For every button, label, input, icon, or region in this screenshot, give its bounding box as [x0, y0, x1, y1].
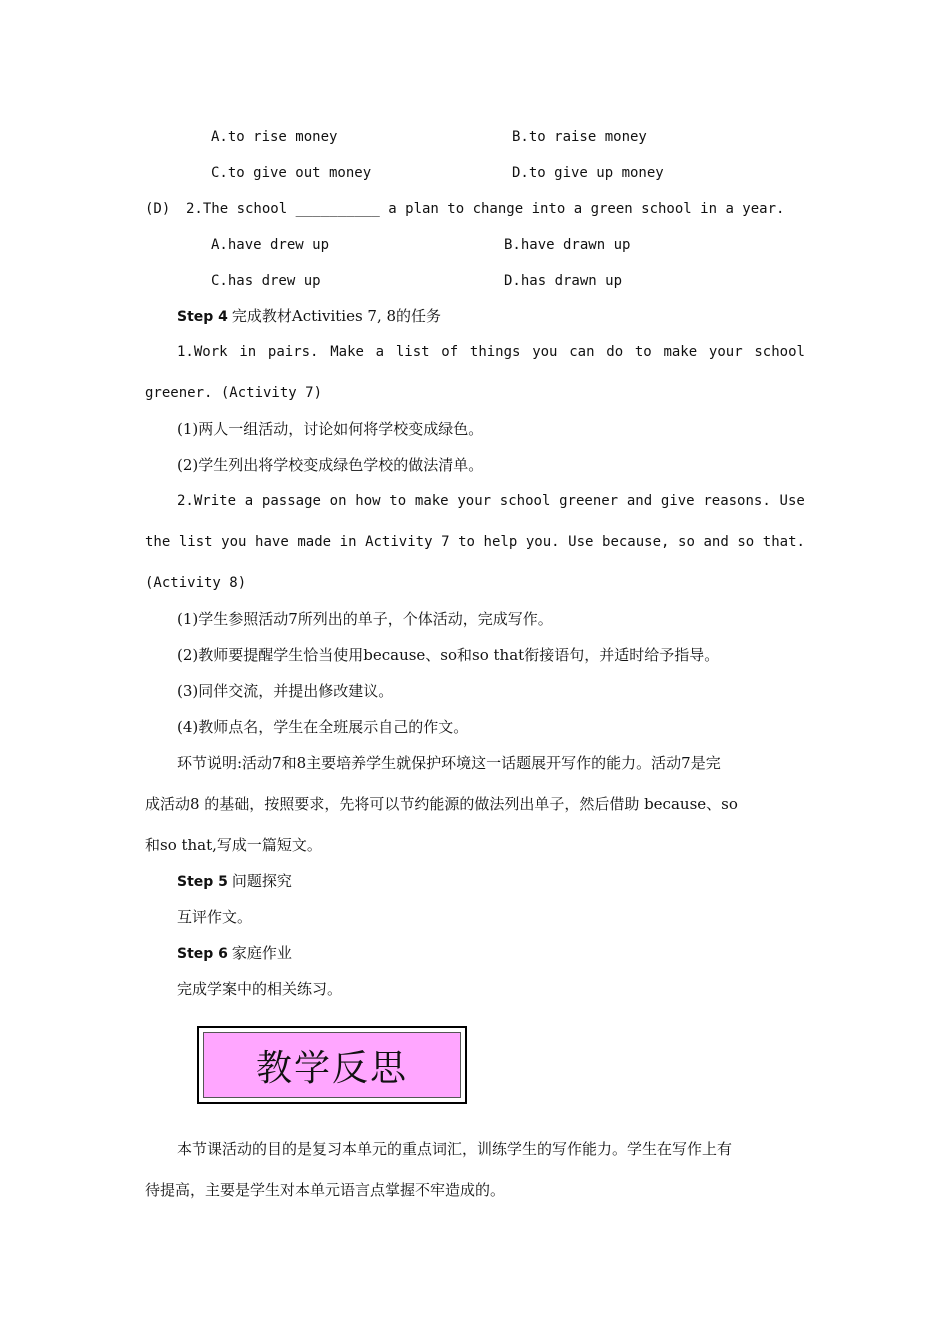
word: and: [626, 493, 653, 509]
task-2-line-3: (Activity 8): [145, 575, 247, 591]
option-b: B.have drawn up: [504, 237, 631, 253]
step-heading: [177, 943, 292, 964]
word: list: [395, 344, 430, 360]
word: have: [255, 534, 289, 550]
word: reasons.: [703, 493, 771, 509]
task-2-sub-2: (2)教师要提醒学生恰当使用because、so和so that衔接语句，并适时给予指导。: [177, 646, 720, 664]
reflection-line-2: 待提高，主要是学生对本单元语言点掌握不牢造成的。: [145, 1181, 506, 1199]
word: do: [606, 344, 624, 360]
step-body: 完成学案中的相关练习。: [177, 980, 343, 998]
word: things: [469, 344, 521, 360]
word: pairs.: [267, 344, 319, 360]
word: school: [754, 344, 805, 360]
word: list: [178, 534, 213, 550]
word: Make: [330, 344, 364, 360]
option-a: A.to rise money: [211, 129, 338, 145]
word: to: [634, 344, 652, 360]
task-1-line-1: [177, 342, 805, 362]
option-a: A.have drew up: [211, 237, 330, 253]
option-d: D.has drawn up: [504, 273, 623, 289]
step-label: Step 4: [177, 309, 228, 325]
word: to: [458, 534, 475, 550]
task-2-sub-4: (4)教师点名，学生在全班展示自己的作文。: [177, 718, 469, 736]
task-2-sub-3: (3)同伴交流，并提出修改建议。: [177, 682, 394, 700]
step-label: Step 6: [177, 946, 228, 962]
step-body: 互评作文。: [177, 908, 253, 926]
word: on: [329, 493, 347, 509]
step-title: 完成教材Activities 7, 8的任务: [231, 307, 442, 325]
word: your: [708, 344, 743, 360]
word: the: [145, 534, 171, 550]
answer-mark: (D): [145, 201, 171, 217]
word: make: [663, 344, 698, 360]
word: can: [569, 344, 595, 360]
option-b: B.to raise money: [512, 129, 647, 145]
word: so: [737, 534, 755, 550]
option-c: C.has drew up: [211, 273, 321, 289]
word: a: [375, 344, 385, 360]
word: a: [244, 493, 254, 509]
word: 1.Work: [177, 344, 228, 360]
word: you.: [525, 534, 560, 550]
note-line-1: 环节说明:活动7和8主要培养学生就保护环境这一话题展开写作的能力。活动7是完: [177, 754, 721, 772]
word: because,: [602, 534, 670, 550]
word: give: [660, 493, 695, 509]
word: that.: [762, 534, 805, 550]
word: so: [678, 534, 695, 550]
word: you: [221, 534, 247, 550]
task-1-sub-1: (1)两人一组活动，讨论如何将学校变成绿色。: [177, 420, 484, 438]
word: and: [703, 534, 729, 550]
step-heading: [177, 871, 292, 892]
reflection-line-1: 本节课活动的目的是复习本单元的重点词汇，训练学生的写作能力。学生在写作上有: [177, 1140, 733, 1158]
word: 7: [441, 534, 450, 550]
reflection-heading-box: [197, 1026, 467, 1104]
task-1-sub-2: (2)学生列出将学校变成绿色学校的做法清单。: [177, 456, 484, 474]
reflection-heading-panel: [203, 1032, 461, 1098]
step-title: 家庭作业: [231, 944, 292, 962]
word: Activity: [365, 534, 433, 550]
task-2-sub-1: (1)学生参照活动7所列出的单子，个体活动，完成写作。: [177, 610, 553, 628]
word: greener: [559, 493, 619, 509]
word: in: [239, 344, 257, 360]
step-title: 问题探究: [231, 872, 292, 890]
word: made: [297, 534, 332, 550]
note-line-3: 和so that,写成一篇短文。: [145, 836, 322, 854]
task-2-line-1: [177, 491, 805, 511]
option-c: C.to give out money: [211, 165, 372, 181]
word: help: [483, 534, 518, 550]
word: of: [441, 344, 459, 360]
word: Use: [568, 534, 594, 550]
step-heading: [177, 306, 441, 327]
word: in: [339, 534, 357, 550]
word: you: [532, 344, 558, 360]
word: 2.Write: [177, 493, 237, 509]
step-label: Step 5: [177, 874, 228, 890]
word: passage: [261, 493, 321, 509]
word: Use: [779, 493, 805, 509]
task-2-line-2: [145, 532, 805, 552]
word: to: [389, 493, 407, 509]
word: how: [355, 493, 381, 509]
word: your: [457, 493, 492, 509]
word: make: [414, 493, 449, 509]
option-d: D.to give up money: [512, 165, 664, 181]
task-1-line-2: greener. (Activity 7): [145, 385, 323, 401]
reflection-heading: 教学反思: [255, 1047, 408, 1089]
question-stem: 2.The school __________ a plan to change into a green school in a year.: [186, 201, 785, 217]
word: school: [499, 493, 551, 509]
note-line-2: 成活动8 的基础，按照要求，先将可以节约能源的做法列出单子，然后借助 because、so: [145, 795, 738, 813]
